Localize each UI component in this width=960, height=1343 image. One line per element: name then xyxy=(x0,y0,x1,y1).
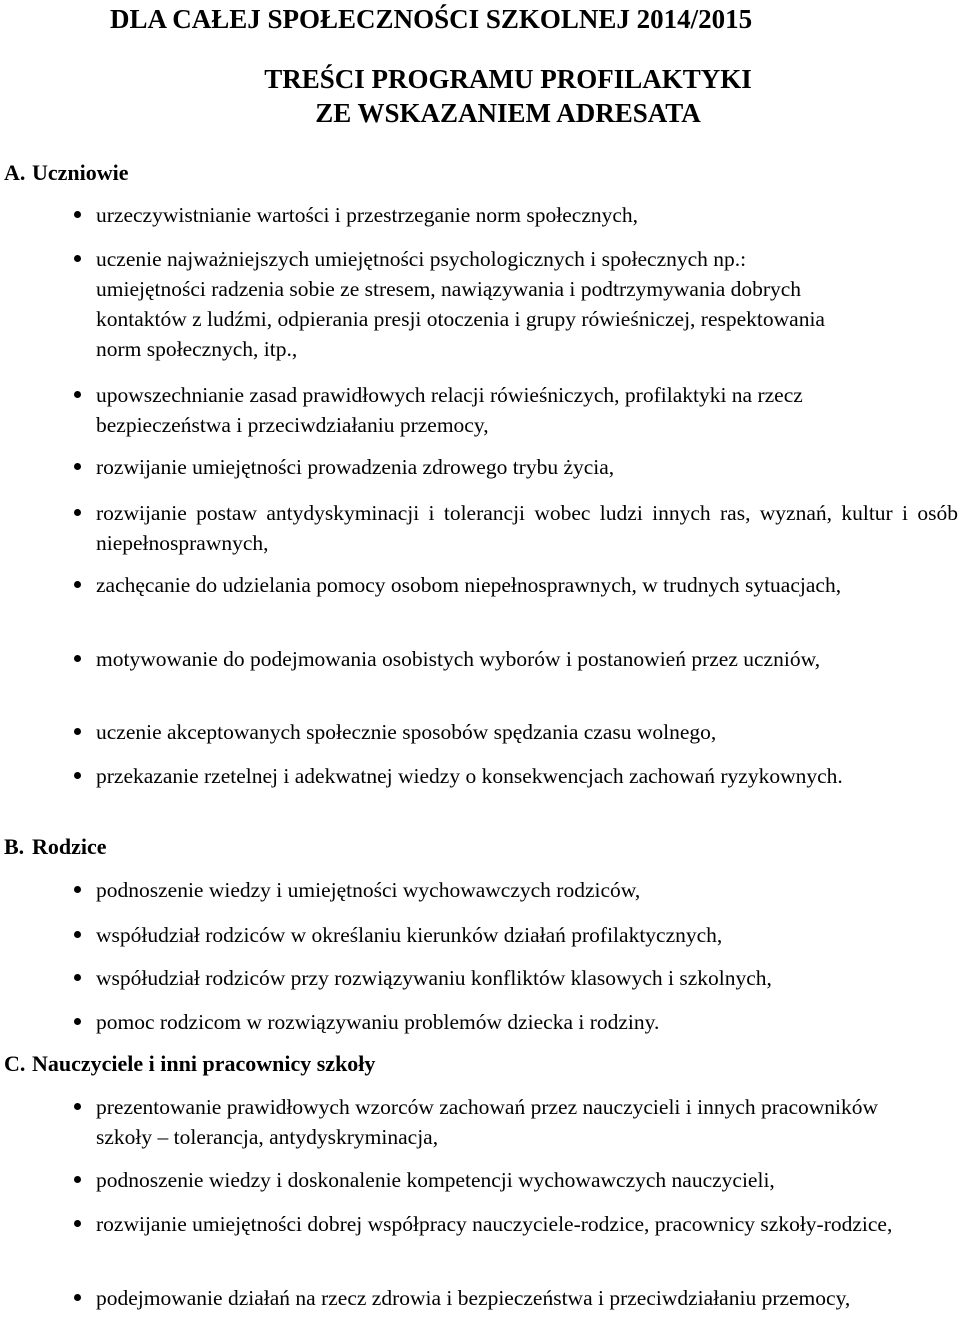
bullet-icon xyxy=(74,1018,81,1025)
list-item: zachęcanie do udzielania pomocy osobom niepełnosprawnych, w trudnych sytuacjach, xyxy=(96,570,896,600)
list-item: podnoszenie wiedzy i doskonalenie kompetencji wychowawczych nauczycieli, xyxy=(96,1165,958,1195)
section-letter: C. xyxy=(4,1051,26,1076)
section-heading-a xyxy=(4,158,129,188)
section-letter: A. xyxy=(4,160,26,185)
list-item: podejmowanie działań na rzecz zdrowia i bezpieczeństwa i przeciwdziałaniu przemocy, xyxy=(96,1283,916,1313)
bullet-icon xyxy=(74,463,81,470)
bullet-icon xyxy=(74,581,81,588)
bullet-icon xyxy=(74,391,81,398)
bullet-icon xyxy=(74,772,81,779)
section-heading-c xyxy=(4,1049,375,1079)
list-item: współudział rodziców w określaniu kierunków działań profilaktycznych, xyxy=(96,920,958,950)
list-item: współudział rodziców przy rozwiązywaniu konfliktów klasowych i szkolnych, xyxy=(96,963,958,993)
list-item: urzeczywistnianie wartości i przestrzeganie norm społecznych, xyxy=(96,200,958,230)
section-letter: B. xyxy=(4,834,25,859)
list-item: przekazanie rzetelnej i adekwatnej wiedzy o konsekwencjach zachowań ryzykownych. xyxy=(96,761,876,791)
document-subtitle xyxy=(228,62,788,130)
subtitle-line-2: ZE WSKAZANIEM ADRESATA xyxy=(315,98,701,128)
list-item: uczenie akceptowanych społecznie sposobów spędzania czasu wolnego, xyxy=(96,717,958,747)
bullet-icon xyxy=(74,974,81,981)
section-heading-b xyxy=(4,832,107,862)
subtitle-line-1: TREŚCI PROGRAMU PROFILAKTYKI xyxy=(264,64,752,94)
list-item: motywowanie do podejmowania osobistych wyborów i postanowień przez uczniów, xyxy=(96,644,896,674)
list-item: rozwijanie umiejętności dobrej współpracy nauczyciele-rodzice, pracownicy szkoły-rodzice, xyxy=(96,1209,916,1239)
list-item: prezentowanie prawidłowych wzorców zachowań przez nauczycieli i innych pracowników szkoły – tolerancja, antydyskryminacja, xyxy=(96,1092,916,1152)
section-title: Nauczyciele i inni pracownicy szkoły xyxy=(32,1051,376,1076)
document-title: DLA CAŁEJ SPOŁECZNOŚCI SZKOLNEJ 2014/2015 xyxy=(110,4,753,34)
list-item: uczenie najważniejszych umiejętności psychologicznych i społecznych np.: umiejętności radzenia sobie ze stresem, nawiązywania i podtrzymywania dobrych kontaktów z ludźmi, odpierania presji otoczenia i grupy rówieśniczej, respektowania norm społecznych, itp., xyxy=(96,244,856,364)
list-item: upowszechnianie zasad prawidłowych relacji rówieśniczych, profilaktyki na rzecz bezpieczeństwa i przeciwdziałaniu przemocy, xyxy=(96,380,881,440)
bullet-icon xyxy=(74,1103,81,1110)
bullet-icon xyxy=(74,1294,81,1301)
bullet-icon xyxy=(74,509,81,516)
section-title: Rodzice xyxy=(32,834,107,859)
bullet-icon xyxy=(74,255,81,262)
bullet-icon xyxy=(74,211,81,218)
bullet-icon xyxy=(74,931,81,938)
list-item: rozwijanie postaw antydyskyminacji i tolerancji wobec ludzi innych ras, wyznań, kultur i osób niepełnosprawnych, xyxy=(96,498,958,558)
bullet-icon xyxy=(74,655,81,662)
bullet-icon xyxy=(74,886,81,893)
list-item: rozwijanie umiejętności prowadzenia zdrowego trybu życia, xyxy=(96,452,958,482)
bullet-icon xyxy=(74,1176,81,1183)
section-title: Uczniowie xyxy=(32,160,129,185)
list-item: pomoc rodzicom w rozwiązywaniu problemów dziecka i rodziny. xyxy=(96,1007,958,1037)
list-item: podnoszenie wiedzy i umiejętności wychowawczych rodziców, xyxy=(96,875,958,905)
bullet-icon xyxy=(74,728,81,735)
bullet-icon xyxy=(74,1220,81,1227)
